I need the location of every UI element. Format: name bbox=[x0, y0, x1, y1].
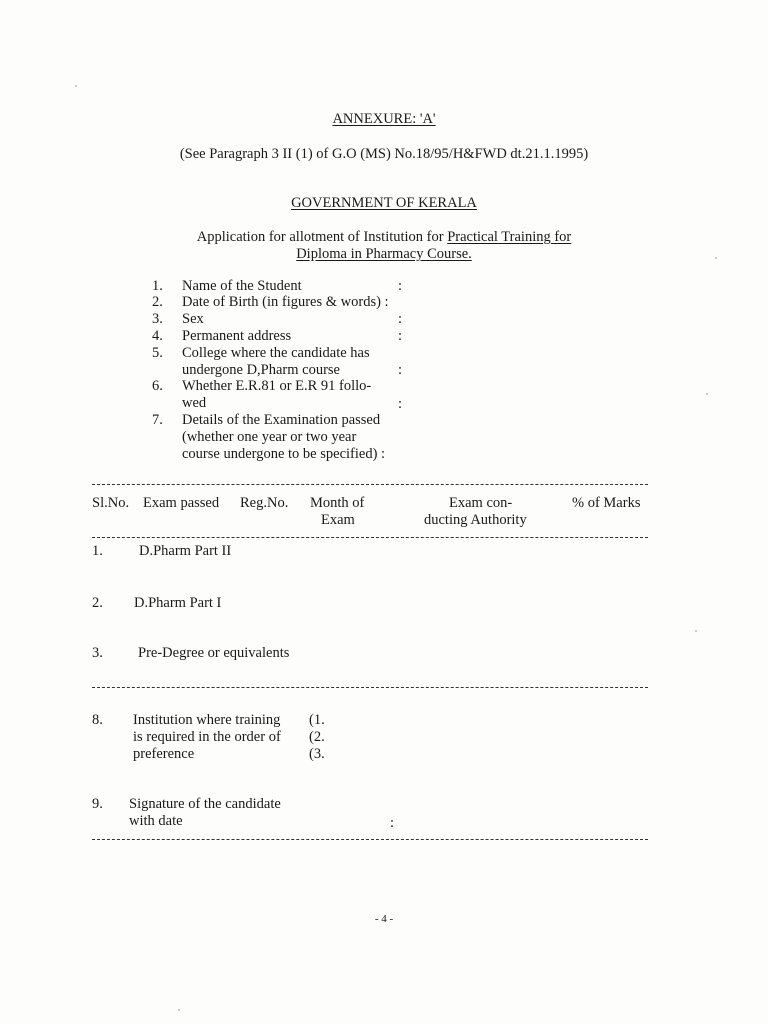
header-month: Month of bbox=[310, 495, 365, 511]
item9-num: 9. bbox=[92, 796, 103, 812]
row-exam: Pre-Degree or equivalents bbox=[138, 645, 290, 661]
application-title: Application for allotment of Institution for Practical Training for bbox=[196, 229, 572, 245]
item8-line: preference bbox=[133, 746, 195, 762]
item-er-followed: 6. Whether E.R.81 or E.R 91 follo- bbox=[152, 378, 372, 394]
item8-line: Institution where training bbox=[133, 712, 281, 728]
row-num: 3. bbox=[92, 645, 103, 661]
colon: : bbox=[390, 815, 395, 831]
item8-line: is required in the order of bbox=[133, 729, 281, 745]
scan-speck bbox=[75, 85, 77, 87]
divider bbox=[92, 687, 648, 688]
header-authority-2: ducting Authority bbox=[424, 512, 527, 528]
page-number: - 4 - bbox=[374, 913, 394, 925]
item-sex: 3. Sex bbox=[152, 311, 204, 327]
reference-line: (See Paragraph 3 II (1) of G.O (MS) No.18/95/H&FWD dt.21.1.1995) bbox=[179, 146, 589, 162]
item-college: 5. College where the candidate has bbox=[152, 345, 370, 361]
divider bbox=[92, 839, 648, 840]
item9-line: with date bbox=[129, 813, 183, 829]
row-num: 1. bbox=[92, 543, 103, 559]
header-authority: Exam con- bbox=[449, 495, 513, 511]
item-exam-details: 7. Details of the Examination passed bbox=[152, 412, 381, 428]
scan-speck bbox=[178, 1009, 180, 1011]
header-exam-passed: Exam passed bbox=[143, 495, 220, 511]
header-slno: Sl.No. bbox=[92, 495, 130, 511]
item-date-of-birth: 2. Date of Birth (in figures & words) : bbox=[152, 294, 389, 310]
item8-num: 8. bbox=[92, 712, 103, 728]
item-er-followed-cont: wed bbox=[182, 395, 207, 411]
item-permanent-address: 4. Permanent address bbox=[152, 328, 292, 344]
government-heading: GOVERNMENT OF KERALA bbox=[291, 195, 477, 211]
item-name-of-student: 1. Name of the Student bbox=[152, 278, 302, 294]
preference-2: (2. bbox=[309, 729, 325, 745]
colon: : bbox=[398, 328, 403, 344]
scan-speck bbox=[706, 393, 708, 395]
row-exam: D.Pharm Part II bbox=[139, 543, 232, 559]
colon: : bbox=[398, 396, 403, 412]
preference-1: (1. bbox=[309, 712, 325, 728]
annexure-title: ANNEXURE: 'A' bbox=[332, 111, 436, 127]
item-exam-details-cont1: (whether one year or two year bbox=[182, 429, 357, 445]
colon: : bbox=[398, 311, 403, 327]
scan-speck bbox=[695, 630, 697, 632]
item-college-cont: undergone D,Pharm course bbox=[182, 362, 340, 378]
preference-3: (3. bbox=[309, 746, 325, 762]
item-exam-details-cont2: course undergone to be specified) : bbox=[182, 446, 386, 462]
colon: : bbox=[398, 278, 403, 294]
header-month-2: Exam bbox=[321, 512, 355, 528]
header-regno: Reg.No. bbox=[240, 495, 289, 511]
header-marks: % of Marks bbox=[572, 495, 641, 511]
item9-line: Signature of the candidate bbox=[129, 796, 281, 812]
divider bbox=[92, 537, 648, 538]
application-title-line2: Diploma in Pharmacy Course. bbox=[296, 246, 472, 262]
row-num: 2. bbox=[92, 595, 103, 611]
divider bbox=[92, 484, 648, 485]
colon: : bbox=[398, 362, 403, 378]
scan-speck bbox=[715, 257, 717, 259]
row-exam: D.Pharm Part I bbox=[134, 595, 222, 611]
